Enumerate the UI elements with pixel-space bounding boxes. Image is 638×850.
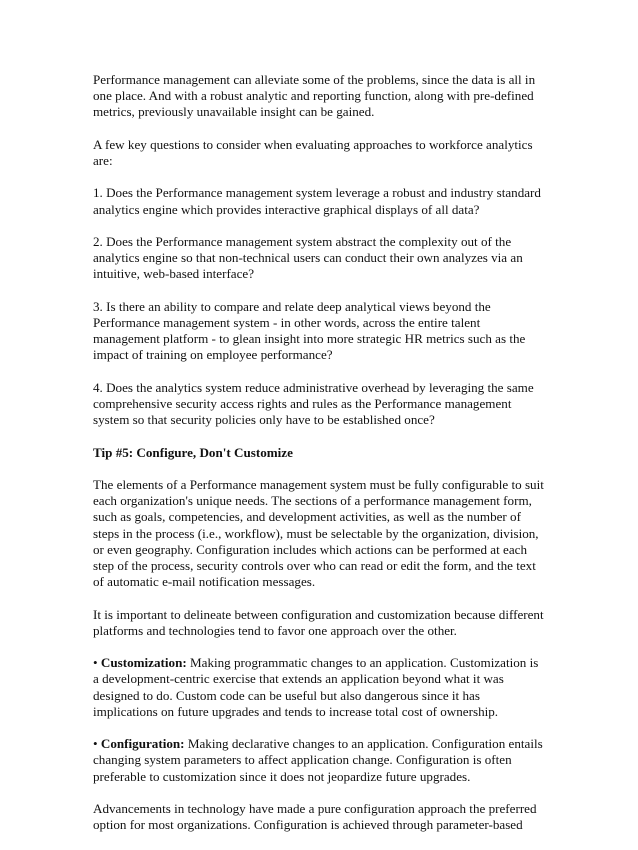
bullet-term-customization: Customization: [100,655,187,671]
bullet-text-customization: Making programmatic changes to an application. Customization is a development-centric exercise that extends an application beyond what it was designed to do. Custom code can be useful but also dangerous since it has implications on future upgrades and tends to increase total cost of ownership. [93,655,539,719]
bullet-mark: • [93,736,98,752]
paragraph-key-questions: A few key questions to consider when evaluating approaches to workforce analytics are: [93,136,533,168]
paragraph-intro: Performance management can alleviate some of the problems, since the data is all in one place. And with a robust analytic and reporting function, along with pre-defined metrics, previously unavailable insight can be gained. [93,72,536,120]
bullet-mark: • [93,655,98,671]
document-body [93,72,547,850]
bullet-configuration [93,736,547,785]
tip-heading: Tip #5: Configure, Don't Customize [93,444,293,460]
paragraph-configurable: The elements of a Performance management system must be fully configurable to suit each organization's unique needs. The sections of a performance management form, such as goals, competencies, and development activities, as well as the number of steps in the process (i.e., workflow), must be selectable by the organization, division, or even geography. Configuration includes which actions can be performed at each step of the process, security controls over who can read or edit the form, and the text of automatic e-mail notification messages. [93,476,544,590]
question-4: 4. Does the analytics system reduce administrative overhead by leveraging the same comprehensive security access rights and rules as the Performance management system so that security policies only have to be established once? [93,379,534,428]
bullet-customization [93,655,547,720]
question-2: 2. Does the Performance management system abstract the complexity out of the analytics engine so that non-technical users can conduct their own analyzes via an intuitive, web-based interface? [93,233,523,282]
paragraph-delineate: It is important to delineate between configuration and customization because different platforms and technologies tend to favor one approach over the other. [93,606,544,638]
question-1: 1. Does the Performance management system leverage a robust and industry standard analytics engine which provides interactive graphical displays of all data? [93,185,541,217]
bullet-text-configuration: Making declarative changes to an application. Configuration entails changing system parameters to affect application change. Configuration is often preferable to customization since it does not jeopardize future upgrades. [93,736,543,784]
bullet-term-configuration: Configuration: [100,736,185,752]
paragraph-advancements: Advancements in technology have made a pure configuration approach the preferred option for most organizations. Configuration is achieved through parameter-based [93,800,537,833]
question-3: 3. Is there an ability to compare and relate deep analytical views beyond the Performance management system - in other words, across the entire talent management platform - to glean insight into more strategic HR metrics such as the impact of training on employee performance? [93,298,526,363]
